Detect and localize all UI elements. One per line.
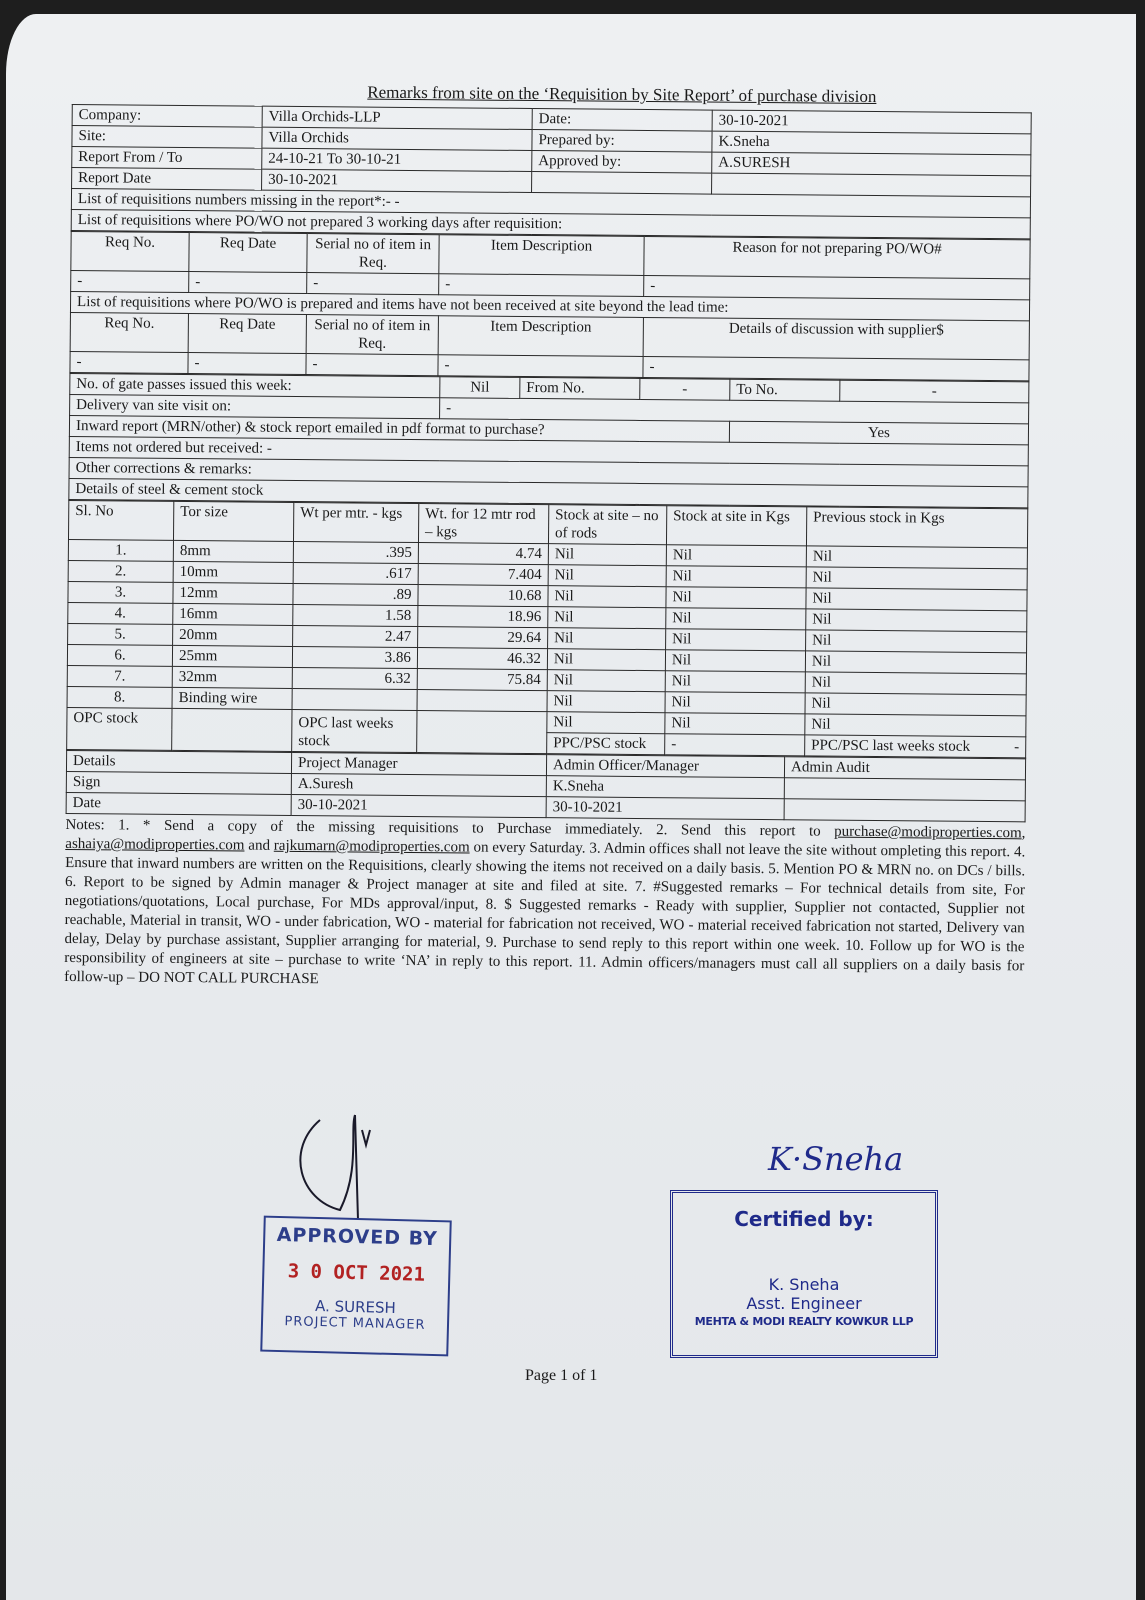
prepared-by-value: K.Sneha <box>712 131 1031 155</box>
inward-report-value: Yes <box>729 421 1028 445</box>
cell-sl: 6. <box>67 644 172 666</box>
report-from-to-value: 24-10-21 To 30-10-21 <box>262 148 532 171</box>
cell-size: 20mm <box>173 624 293 646</box>
approved-by-value: A.SURESH <box>712 152 1031 176</box>
from-no-label: From No. <box>520 377 640 399</box>
notes: Notes: 1. * Send a copy of the missing requisitions to Purchase immediately. 2. Send this report to purchase@modiproperties.com, ashaiya@modiproperties.com and rajkumarn@modiproperties.com on every Saturday. 3. Admin offices shall not leave the site without ompleting this report. 4. Ensure that inward numbers are written on the Requisitions, clearly showing the items not received on a daily basis. 5. Mention PO & MRN no. on DCs / bills. 6. Report to be signed by Admin manager & Project manager at site and filed at site. 7. #Suggested remarks – For technical details from site, For negotiations/quotations, Local purchase, For MDs approval/input, 8. $ Suggested remarks - Ready with supplier, Supplier not contacted, Supplier not reachable, Material in transit, WO - under fabrication, WO - material for fabrication not received, WO - material received fabrication not started, Delivery van delay, Delay by purchase assistant, Supplier arranging for material, 9. Purchase to send reply to this report within one week. 10. Follow up for WO is the responsibility of engineers at site – purchase to write ‘NA’ in reply to this report. 11. Admin officers/managers must call all suppliers on a daily basis for follow-up – DO NOT CALL PURCHASE <box>64 816 1026 988</box>
notes-text-cont: on every Saturday. 3. Admin offices shall not leave the site without ompleting this report. 4. Ensure that inward numbers are written on the Requisitions, clearly showing the items not received on a daily basis. 5. Mention PO & MRN no. on DCs / bills. 6. Report to be signed by Admin manager & Project manager at site and filed at site. 7. #Suggested remarks – For technical details from site, For negotiations/quotations, Local purchase, For MDs approval/input, 8. $ Suggested remarks - Ready with supplier, Supplier not contacted, Supplier not reachable, Material in transit, WO - under fabrication, WO - material for fabrication not received, WO - material received fabrication not started, Delivery van delay, Delay by purchase assistant, Supplier arranging for material, 9. Purchase to send reply to this report within one week. 10. Follow up for WO is the responsibility of engineers at site – purchase to write ‘NA’ in reply to this report. 11. Admin officers/managers must call all suppliers on a daily basis for follow-up – DO NOT CALL PURCHASE <box>64 839 1026 988</box>
certified-stamp-org: MEHTA & MODI REALTY KOWKUR LLP <box>694 1315 914 1328</box>
cell: - <box>306 354 438 376</box>
date-label: Date: <box>532 109 712 132</box>
pm-date: 30-10-2021 <box>291 794 546 817</box>
ppc-stock-label: PPC/PSC stock <box>547 733 665 755</box>
audit-date <box>784 799 1025 822</box>
cell-kgs: Nil <box>666 545 806 567</box>
cell-size: 10mm <box>173 561 293 583</box>
cell-sl: 3. <box>68 581 173 603</box>
cell: Nil <box>805 714 1026 737</box>
opc-stock-value <box>172 708 292 751</box>
cell-rods: Nil <box>548 586 666 608</box>
cell: - <box>643 356 1029 380</box>
column-header: Tor size <box>173 501 293 541</box>
cell-sl: 4. <box>68 602 173 624</box>
prepared-by-label: Prepared by: <box>532 130 712 153</box>
report-from-to-label: Report From / To <box>72 147 262 170</box>
missing-requisitions: List of requisitions numbers missing in the report*:- - <box>71 189 1030 218</box>
cell-prev: Nil <box>806 588 1027 611</box>
column-header: Reason for not preparing PO/WO# <box>644 236 1030 278</box>
email-link-rajkumarn[interactable]: rajkumarn@modiproperties.com <box>273 837 470 856</box>
details-label: Details <box>66 750 291 773</box>
pm-sign: A.Suresh <box>291 773 546 796</box>
signature-suresh-icon <box>280 1110 400 1230</box>
date-value: 30-10-2021 <box>712 110 1031 134</box>
approved-stamp-date: 3 0 OCT 2021 <box>287 1260 426 1286</box>
cell-wt-12: 29.64 <box>418 627 548 649</box>
admin-sign: K.Sneha <box>546 776 784 799</box>
cell-wt-m: 3.86 <box>292 646 417 668</box>
approved-by-label: Approved by: <box>532 151 712 174</box>
certified-stamp-heading: Certified by: <box>734 1207 874 1231</box>
approved-stamp-title: PROJECT MANAGER <box>284 1314 426 1333</box>
cell: - <box>71 270 189 292</box>
company-label: Company: <box>72 105 262 128</box>
po-not-prepared-table <box>69 231 1030 381</box>
cell-wt-12: 7.404 <box>418 564 548 586</box>
column-header: Item Description <box>439 235 644 276</box>
admin-title: Admin Officer/Manager <box>546 755 784 778</box>
cell-kgs: Nil <box>665 650 805 672</box>
notes-text: Notes: 1. * Send a copy of the missing requisitions to Purchase immediately. 2. Send this report to <box>65 816 835 840</box>
cell-sl: 7. <box>67 665 172 687</box>
site-value: Villa Orchids <box>262 127 532 150</box>
column-header: Details of discussion with supplier$ <box>643 317 1029 359</box>
cell-wt-m: 6.32 <box>292 667 417 689</box>
logistics-table <box>68 373 1029 508</box>
opc-last-label: OPC last weeks stock <box>292 709 417 752</box>
audit-title: Admin Audit <box>784 757 1025 780</box>
page-title: Remarks from site on the ‘Requisition by Site Report’ of purchase division <box>367 82 877 107</box>
cell-sl: 1. <box>68 539 173 561</box>
to-no-label: To No. <box>730 379 840 401</box>
cell-rods: Nil <box>547 691 665 713</box>
admin-date: 30-10-2021 <box>546 797 784 820</box>
site-label: Site: <box>72 126 262 149</box>
approved-stamp <box>260 1216 451 1357</box>
approved-stamp-name: A. SURESH <box>314 1296 397 1318</box>
email-link-purchase[interactable]: purchase@modiproperties.com <box>834 823 1022 842</box>
cell-wt-m: 2.47 <box>293 625 418 647</box>
cell-kgs: Nil <box>666 566 806 588</box>
cell-wt-12: 4.74 <box>418 543 548 565</box>
column-header: Sl. No <box>68 500 173 540</box>
cell-size: 12mm <box>173 582 293 604</box>
company-value: Villa Orchids-LLP <box>262 106 532 129</box>
cell-rods: Nil <box>547 670 665 692</box>
certified-stamp-name: K. Sneha <box>768 1275 840 1294</box>
signoff-table <box>66 750 1027 822</box>
cell: - <box>188 353 306 375</box>
column-header: Req No. <box>71 231 189 271</box>
cell-kgs: Nil <box>665 671 805 693</box>
cell: - <box>307 273 439 295</box>
delivery-van-value: - <box>440 398 1029 424</box>
cell-prev: Nil <box>805 651 1026 674</box>
cell-wt-m <box>292 688 417 710</box>
certified-stamp <box>670 1190 938 1358</box>
opc-last-value <box>417 711 547 754</box>
cell-size: 25mm <box>172 645 292 667</box>
cell-rods: Nil <box>548 544 666 566</box>
cell-size: 16mm <box>173 603 293 625</box>
cell-rods: Nil <box>548 565 666 587</box>
steel-stock-table <box>66 500 1028 758</box>
cell: - <box>439 274 644 297</box>
cell-kgs: Nil <box>666 587 806 609</box>
column-header: Req Date <box>188 314 306 354</box>
gate-passes-label: No. of gate passes issued this week: <box>70 373 440 397</box>
cell-size: 32mm <box>172 666 292 688</box>
column-header: Stock at site in Kgs <box>666 506 806 546</box>
from-no-value: - <box>640 378 730 400</box>
approved-stamp-heading: APPROVED BY <box>276 1223 439 1251</box>
column-header: Wt. for 12 mtr rod – kgs <box>418 504 548 544</box>
cell-wt-m: 1.58 <box>293 604 418 626</box>
date-row-label: Date <box>66 792 291 815</box>
cell-kgs: Nil <box>665 692 805 714</box>
report-content <box>64 80 1032 995</box>
ppc-stock-value: - <box>665 734 805 756</box>
cell-wt-m: .89 <box>293 583 418 605</box>
cell: Nil <box>665 713 805 735</box>
certified-stamp-title: Asst. Engineer <box>746 1294 862 1313</box>
cell-rods: Nil <box>547 649 665 671</box>
cell-prev: Nil <box>806 546 1027 569</box>
column-header: Item Description <box>438 316 643 357</box>
report-date-label: Report Date <box>72 168 262 191</box>
to-no-value: - <box>840 380 1029 403</box>
cell-wt-m: .617 <box>293 562 418 584</box>
cell-wt-12: 18.96 <box>418 606 548 628</box>
cell-rods: Nil <box>548 607 666 629</box>
other-corrections: Other corrections & remarks: <box>69 457 1028 486</box>
column-header: Req No. <box>70 312 188 352</box>
header-table <box>71 104 1032 239</box>
cell: Nil <box>547 712 665 734</box>
cell-kgs: Nil <box>666 629 806 651</box>
items-not-ordered: Items not ordered but received: - <box>69 436 1028 465</box>
signature-sneha: K·Sneha <box>768 1140 904 1178</box>
delivery-van-label: Delivery van site visit on: <box>70 394 440 418</box>
cell-size: 8mm <box>173 540 293 562</box>
ppc-last-label: PPC/PSC last weeks stock <box>811 737 971 755</box>
report-date-value: 30-10-2021 <box>262 169 532 192</box>
steel-rows <box>67 539 1027 715</box>
cell: - <box>189 272 307 294</box>
steel-cement-heading: Details of steel & cement stock <box>69 478 1028 507</box>
cell-wt-12: 75.84 <box>417 669 547 691</box>
column-header: Stock at site – no of rods <box>548 505 666 545</box>
po-not-prepared-heading: List of requisitions where PO/WO not prepared 3 working days after requisition: <box>71 209 1030 238</box>
audit-sign <box>784 778 1025 801</box>
email-link-ashaiya[interactable]: ashaiya@modiproperties.com <box>65 835 245 854</box>
ppc-last-value: - <box>1014 739 1020 756</box>
cell-prev: Nil <box>806 630 1027 653</box>
pm-title: Project Manager <box>291 752 546 775</box>
cell-sl: 8. <box>67 686 172 708</box>
cell: - <box>438 355 643 378</box>
sign-label: Sign <box>66 771 291 794</box>
column-header: Serial no of item in Req. <box>307 234 439 274</box>
opc-stock-label: OPC stock <box>67 707 172 750</box>
cell-sl: 2. <box>68 560 173 582</box>
cell-wt-12: 46.32 <box>417 648 547 670</box>
column-header: Wt per mtr. - kgs <box>293 502 418 542</box>
cell: - <box>644 275 1030 299</box>
cell-size: Binding wire <box>172 687 292 709</box>
column-header: Previous stock in Kgs <box>806 507 1027 548</box>
column-header: Serial no of item in Req. <box>306 315 438 355</box>
cell-rods: Nil <box>548 628 666 650</box>
cell-prev: Nil <box>806 567 1027 590</box>
cell-prev: Nil <box>805 693 1026 716</box>
cell-wt-12: 10.68 <box>418 585 548 607</box>
cell-prev: Nil <box>805 672 1026 695</box>
column-header: Req Date <box>189 233 307 273</box>
inward-report-label: Inward report (MRN/other) & stock report emailed in pdf format to purchase? <box>69 415 729 442</box>
cell: - <box>70 351 188 373</box>
cell-sl: 5. <box>68 623 173 645</box>
cell-prev: Nil <box>806 609 1027 632</box>
cell-wt-m: .395 <box>293 541 418 563</box>
gate-passes-value: Nil <box>440 377 520 399</box>
cell-wt-12 <box>417 690 547 712</box>
not-received-heading: List of requisitions where PO/WO is prepared and items have not been received at site beyond the lead time: <box>70 291 1029 320</box>
page-number: Page 1 of 1 <box>525 1367 598 1384</box>
cell-kgs: Nil <box>666 608 806 630</box>
